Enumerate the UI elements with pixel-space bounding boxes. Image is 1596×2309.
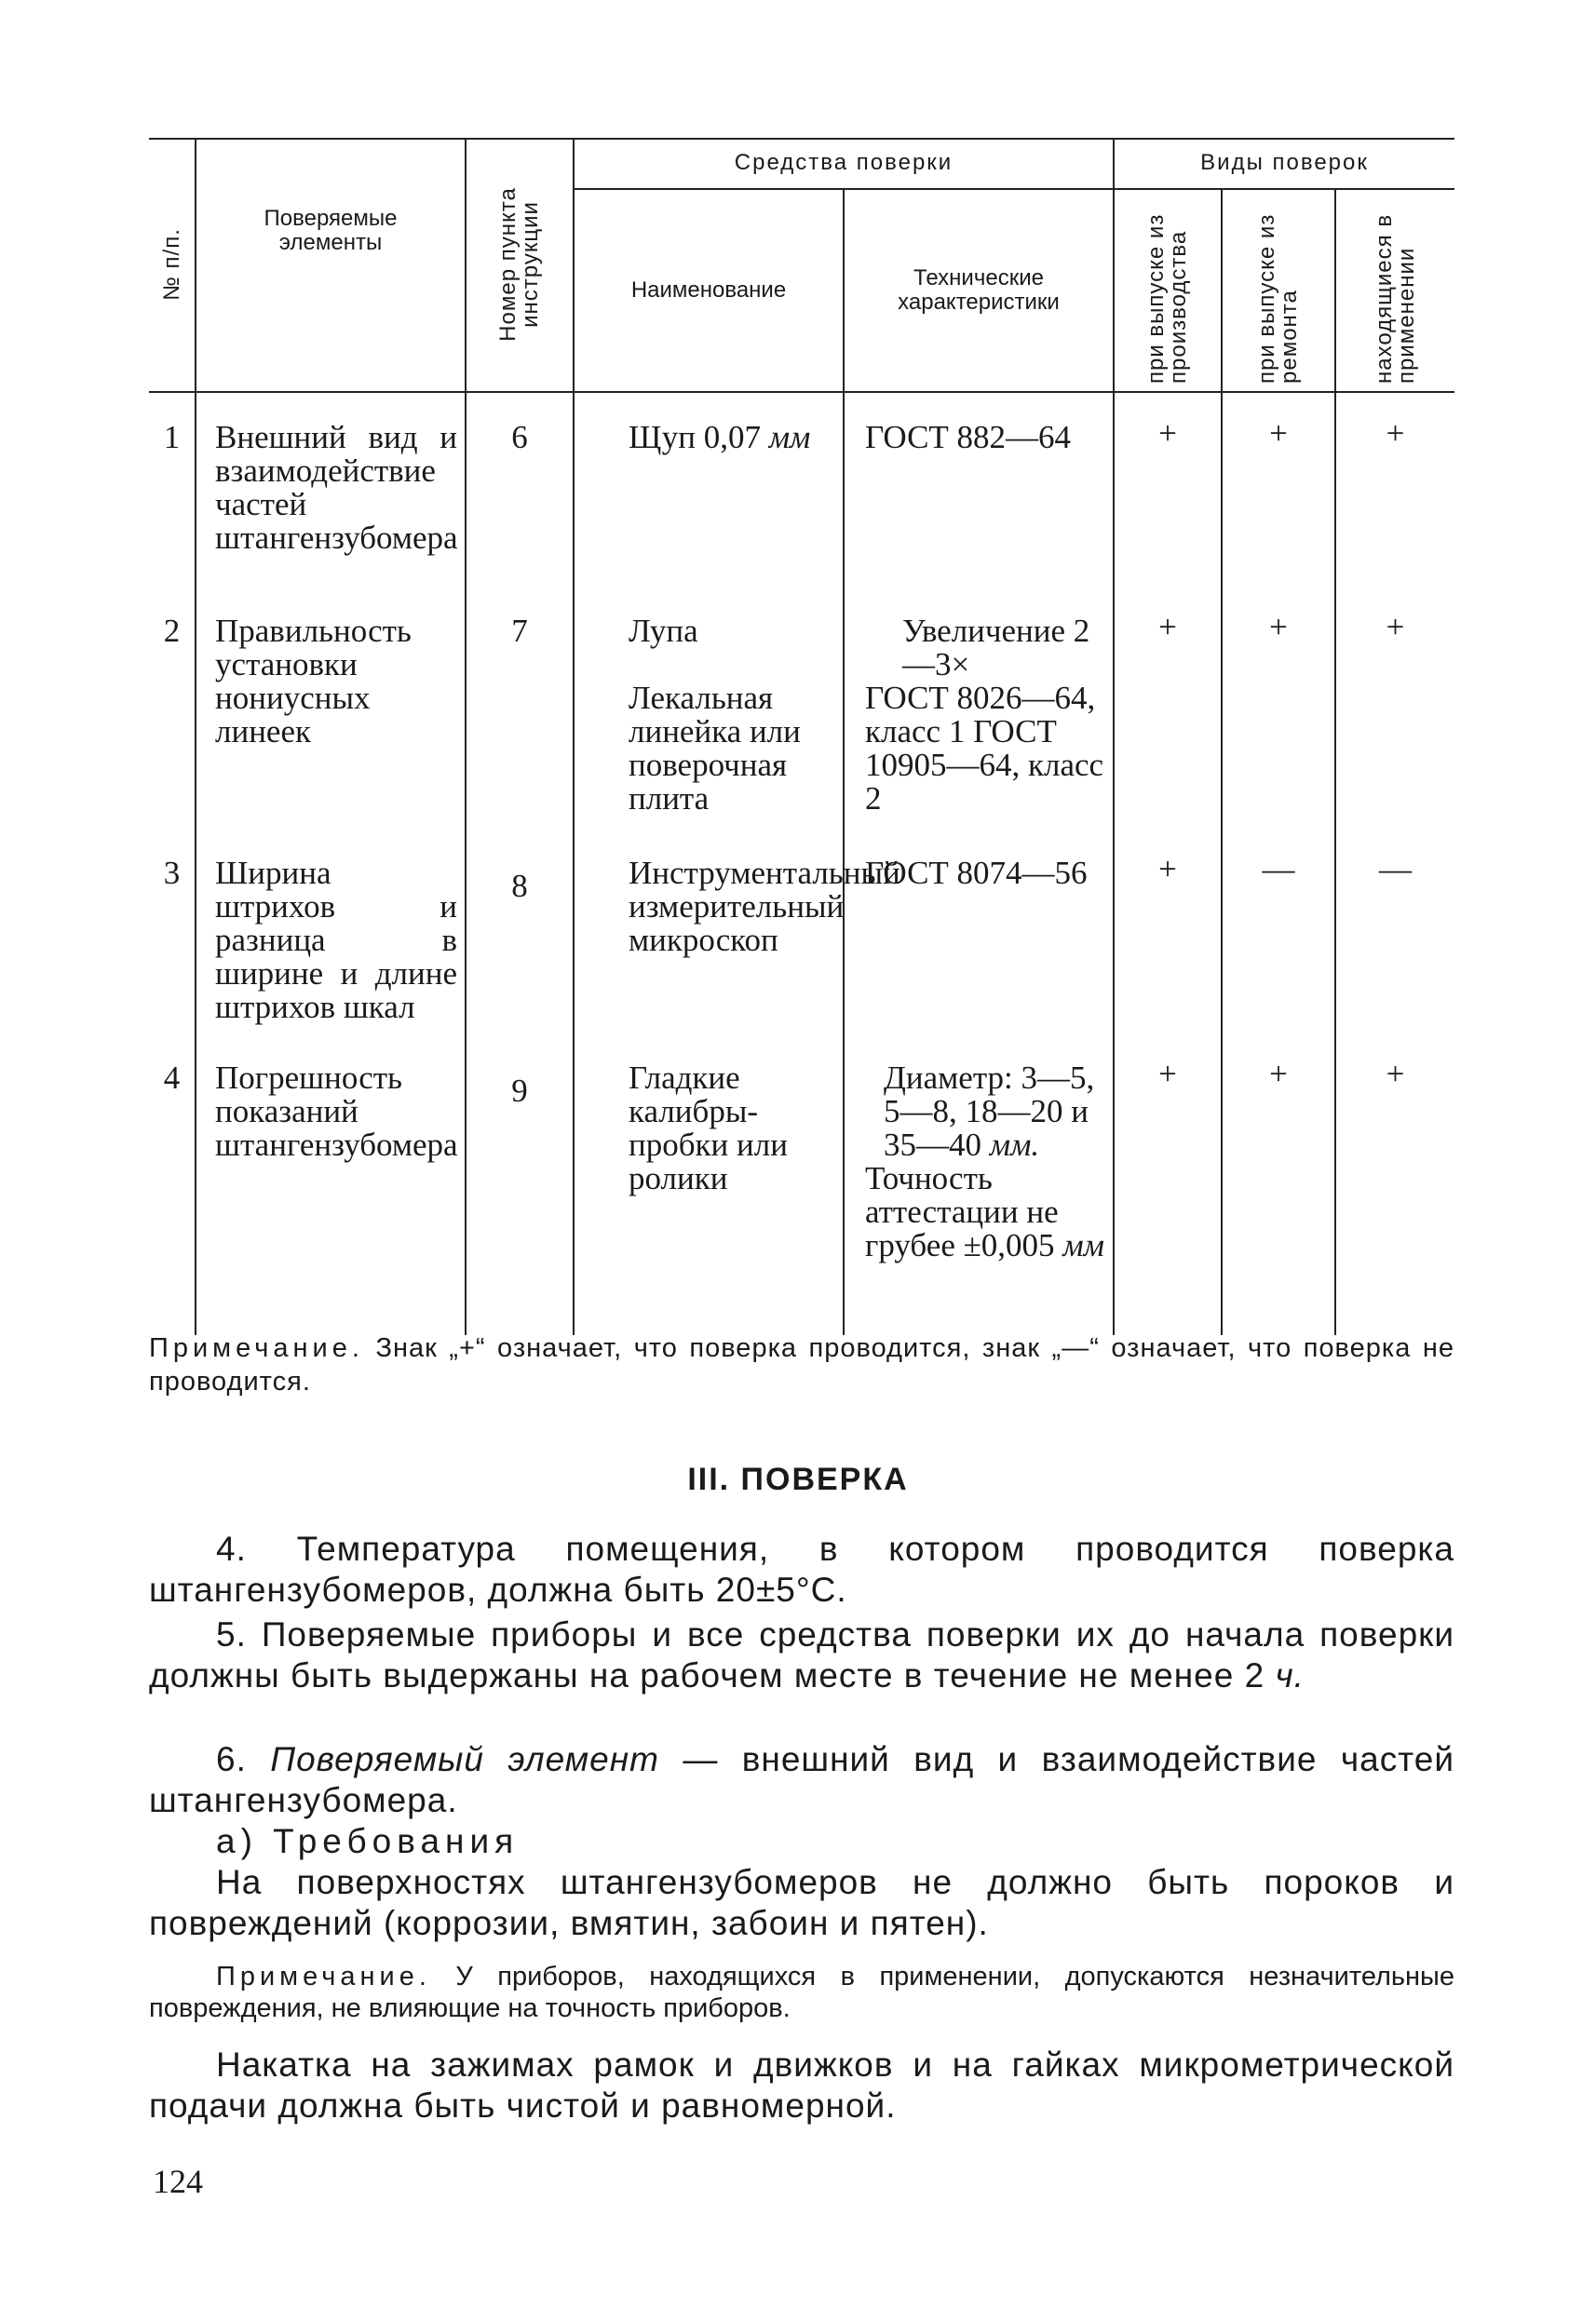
- paragraph-4-text: 4. Температура помещения, в котором проводится поверка штангензубомеров, должна быть 20±5°C.: [149, 1530, 1454, 1609]
- row-tool-name-text: Лупа: [629, 613, 698, 649]
- section-title: III. ПОВЕРКА: [687, 1462, 909, 1497]
- row-instr: 8: [466, 847, 574, 1052]
- table-row: [149, 392, 1454, 605]
- header-num: [149, 139, 196, 392]
- paragraph-6: [149, 1739, 1454, 1821]
- table-note-text: Знак „+“ означает, что поверка проводится, знак „—“ означает, что поверка не проводится.: [149, 1333, 1454, 1397]
- row-tool-tech-b-unit: мм: [1062, 1227, 1104, 1263]
- header-tool-tech: [844, 189, 1114, 392]
- paragraph-knurling-text: Накатка на зажимах рамок и движков и на гайках микрометрической подачи должна быть чистой и равномерной.: [149, 2046, 1454, 2125]
- requirements-note-label: Примечание.: [216, 1962, 431, 1992]
- requirements-note-text: У приборов, находящихся в применении, допускаются незначительные повреждения, не влияющие на точность приборов.: [149, 1962, 1454, 2023]
- paragraph-4: [149, 1529, 1454, 1611]
- row-instr: 6: [466, 392, 574, 605]
- paragraph-6-num: 6.: [216, 1740, 247, 1778]
- row-num: 2: [163, 613, 181, 649]
- row-element: Ширина штрихов и разница в ширине и длине штрихов шкал: [196, 847, 466, 1052]
- row-tool-tech-unit: мм.: [989, 1127, 1040, 1163]
- paragraph-requirements: [149, 1862, 1454, 1944]
- row-tool-name-text: Щуп 0,07: [629, 419, 761, 455]
- row-element: Правильность установки нониусных линеек: [196, 605, 466, 847]
- row-tool-name: [574, 605, 844, 847]
- row-tool-tech-b-text: ГОСТ 8026—64, класс 1 ГОСТ 10905—64, класс 2: [865, 680, 1104, 817]
- row-mark-use: +: [1335, 1052, 1454, 1335]
- header-instr-point: [466, 139, 574, 392]
- row-tool-name: Гладкие калибры-пробки или ролики: [574, 1052, 844, 1335]
- row-mark-use: +: [1335, 392, 1454, 605]
- paragraph-5-unit: ч.: [1275, 1656, 1305, 1695]
- header-kind-production: [1114, 189, 1222, 392]
- header-elements: [196, 139, 466, 392]
- requirements-heading: [149, 1821, 1454, 1862]
- paragraph-6-rest: — внешний вид и взаимодействие частей штангензубомера.: [149, 1740, 1454, 1819]
- page-number: 124: [153, 2163, 203, 2200]
- row-num: 3: [163, 855, 181, 891]
- row-mark-repair: +: [1222, 605, 1335, 847]
- table-row: [149, 605, 1454, 847]
- row-mark-use: +: [1335, 605, 1454, 847]
- requirements-heading-text: а) Требования: [216, 1822, 520, 1860]
- paragraph-requirements-text: На поверхностях штангензубомеров не должно быть пороков и повреждений (коррозии, вмятин, забоин и пятен).: [149, 1863, 1454, 1942]
- row-mark-repair: —: [1222, 847, 1335, 1052]
- row-mark-production: +: [1114, 605, 1222, 847]
- paragraph-knurling: [149, 2045, 1454, 2127]
- row-tool-name: Инструментальный измерительный микроскоп: [574, 847, 844, 1052]
- row-mark-production: +: [1114, 1052, 1222, 1335]
- row-mark-production: +: [1114, 847, 1222, 1052]
- table-note: [149, 1331, 1454, 1398]
- header-kind-production-label: при выпуске из производства: [1143, 213, 1192, 384]
- table-row: [149, 1052, 1454, 1335]
- row-num: 4: [163, 1060, 181, 1096]
- row-instr: 7: [466, 605, 574, 847]
- header-kind-use-label: находящиеся в применении: [1371, 213, 1419, 384]
- row-tool-tech-b-text: Точность аттестации не грубее ±0,005: [865, 1160, 1059, 1263]
- header-tool-name: [574, 189, 844, 392]
- row-tool-tech: [844, 605, 1114, 847]
- row-tool-tech-text: Увеличение 2—3×: [902, 613, 1090, 682]
- row-tool-tech-text: Диаметр: 3—5, 5—8, 18—20 и 35—40: [884, 1060, 1095, 1163]
- row-element: Погрешность показаний штангензубомера: [196, 1052, 466, 1335]
- header-instr-point-label: Номер пункта инструкции: [495, 187, 543, 342]
- header-tools-group: Средства поверки: [574, 139, 1114, 189]
- table-note-label: Примечание.: [149, 1333, 364, 1363]
- row-tool-name-b-text: Лекальная линейка или поверочная плита: [629, 680, 801, 817]
- verification-table: [149, 138, 1454, 1335]
- row-tool-name-unit: мм: [768, 419, 811, 455]
- row-mark-repair: +: [1222, 1052, 1335, 1335]
- table-row: [149, 847, 1454, 1052]
- row-instr: 9: [466, 1052, 574, 1335]
- header-kind-repair-label: при выпуске из ремонта: [1254, 213, 1303, 384]
- header-num-label: № п/п.: [158, 228, 184, 301]
- row-mark-repair: +: [1222, 392, 1335, 605]
- header-tool-name-label: Наименование: [630, 277, 787, 303]
- row-tool-name: [574, 392, 844, 605]
- row-num: 1: [163, 419, 181, 455]
- row-tool-tech: ГОСТ 882—64: [844, 392, 1114, 605]
- header-kind-repair: [1222, 189, 1335, 392]
- row-element: Внешний вид и взаимодействие частей штангензубомера: [196, 392, 466, 605]
- header-elements-label: Поверяемые элементы: [264, 206, 398, 255]
- header-kinds-group: Виды поверок: [1114, 139, 1454, 189]
- paragraph-6-italic: Поверяемый элемент: [270, 1740, 659, 1778]
- requirements-note: [149, 1961, 1454, 2024]
- row-mark-production: +: [1114, 392, 1222, 605]
- row-mark-use: —: [1335, 847, 1454, 1052]
- verification-table-wrapper: [149, 138, 1454, 1335]
- header-kind-use: [1335, 189, 1454, 392]
- paragraph-5: [149, 1614, 1454, 1696]
- header-tool-tech-label: Технические характеристики: [898, 265, 1060, 315]
- table-header-row: [149, 139, 1454, 189]
- row-tool-tech: [844, 1052, 1114, 1335]
- paragraph-5-text: 5. Поверяемые приборы и все средства поверки их до начала поверки должны быть выдержаны на рабочем месте в течение не менее 2: [149, 1615, 1454, 1695]
- row-tool-tech: ГОСТ 8074—56: [844, 847, 1114, 1052]
